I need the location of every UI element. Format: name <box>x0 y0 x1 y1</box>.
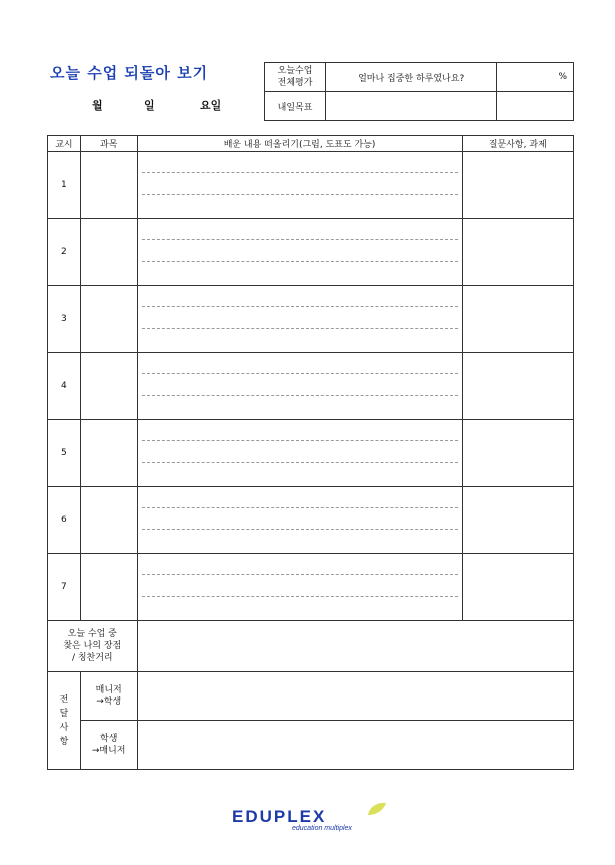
header-subject: 과목 <box>80 136 137 152</box>
tomorrow-goal-field[interactable] <box>326 92 497 121</box>
period-number: 2 <box>48 219 81 286</box>
eduplex-logo <box>232 803 392 839</box>
logo-tagline: education multiplex <box>292 825 352 832</box>
subject-cell[interactable] <box>80 420 137 487</box>
subject-cell[interactable] <box>80 487 137 554</box>
page-title: 오늘 수업 되돌아 보기 <box>50 64 209 82</box>
period-row <box>48 487 574 554</box>
strength-row <box>48 621 574 672</box>
subject-cell[interactable] <box>80 353 137 420</box>
content-cell[interactable] <box>137 554 462 621</box>
tomorrow-goal-extra[interactable] <box>497 92 574 121</box>
percent-unit: % <box>558 72 567 82</box>
period-number: 4 <box>48 353 81 420</box>
questions-cell[interactable] <box>462 420 573 487</box>
subject-cell[interactable] <box>80 286 137 353</box>
questions-cell[interactable] <box>462 554 573 621</box>
subject-cell[interactable] <box>80 219 137 286</box>
student-to-manager-field[interactable] <box>137 721 573 770</box>
weekday-label: 요일 <box>200 99 222 112</box>
tomorrow-goal-label: 내일목표 <box>265 92 326 121</box>
focus-question: 얼마나 집중한 하루였나요? <box>326 63 497 92</box>
evaluation-table <box>264 62 574 121</box>
period-number: 7 <box>48 554 81 621</box>
deliver-row-manager <box>48 672 574 721</box>
day-label: 일 <box>144 99 155 112</box>
header-period: 교시 <box>48 136 81 152</box>
content-cell[interactable] <box>137 420 462 487</box>
content-cell[interactable] <box>137 286 462 353</box>
questions-cell[interactable] <box>462 152 573 219</box>
content-cell[interactable] <box>137 353 462 420</box>
content-cell[interactable] <box>137 219 462 286</box>
subject-cell[interactable] <box>80 152 137 219</box>
manager-to-student-field[interactable] <box>137 672 573 721</box>
logo-brand: EDUPLEX <box>232 807 327 826</box>
student-to-manager-label: 학생 →매니저 <box>80 721 137 770</box>
period-row <box>48 286 574 353</box>
leaf-icon <box>366 801 388 817</box>
period-row <box>48 152 574 219</box>
period-row <box>48 219 574 286</box>
period-number: 1 <box>48 152 81 219</box>
overall-eval-label: 오늘수업 전체평가 <box>265 63 326 92</box>
period-number: 6 <box>48 487 81 554</box>
questions-cell[interactable] <box>462 219 573 286</box>
period-row <box>48 554 574 621</box>
strength-label: 오늘 수업 중 찾은 나의 장점 / 칭찬거리 <box>48 621 138 672</box>
period-row <box>48 353 574 420</box>
questions-cell[interactable] <box>462 286 573 353</box>
deliver-row-student <box>48 721 574 770</box>
header-questions: 질문사항, 과제 <box>462 136 573 152</box>
period-number: 3 <box>48 286 81 353</box>
content-cell[interactable] <box>137 152 462 219</box>
header-content: 배운 내용 떠올리기(그림, 도표도 가능) <box>137 136 462 152</box>
month-label: 월 <box>92 99 103 112</box>
content-cell[interactable] <box>137 487 462 554</box>
strength-field[interactable] <box>137 621 573 672</box>
questions-cell[interactable] <box>462 487 573 554</box>
focus-percent-field[interactable] <box>497 63 574 92</box>
period-number: 5 <box>48 420 81 487</box>
deliver-label: 전 달 사 항 <box>48 672 81 770</box>
lesson-review-table <box>47 135 574 770</box>
period-row <box>48 420 574 487</box>
subject-cell[interactable] <box>80 554 137 621</box>
manager-to-student-label: 매니저 →학생 <box>80 672 137 721</box>
questions-cell[interactable] <box>462 353 573 420</box>
